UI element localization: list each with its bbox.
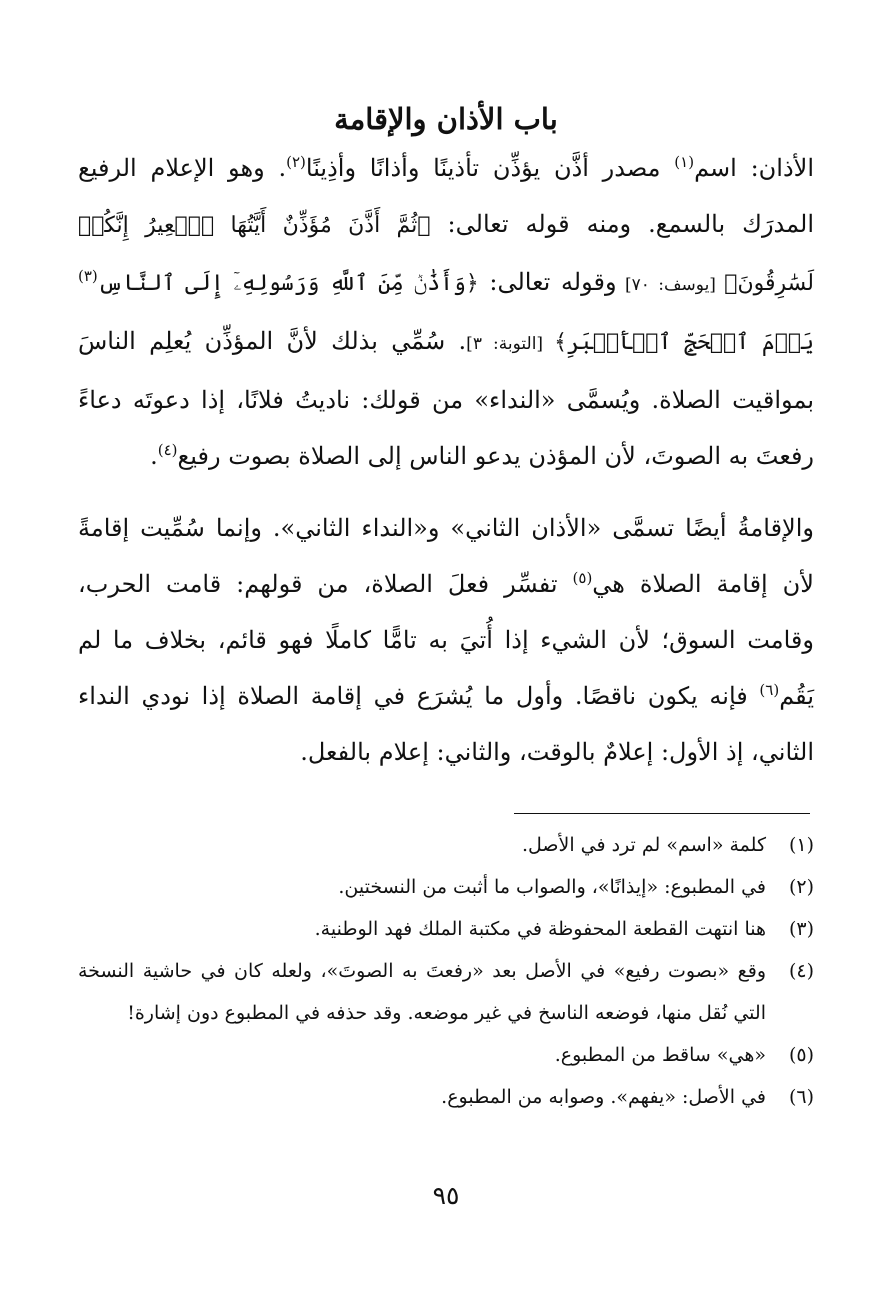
text-segment: فإنه يكون ناقصًا. وأول ما يُشرَع في إقامة الصلاة إذا نودي النداء الثاني، إذ الأول: إعلامٌ بالوقت، والثاني: إعلام بالفعل. xyxy=(78,682,814,766)
quran-verse-tawbah: ﴿وَأَذَٰنٞ مِّنَ ٱللَّهِ وَرَسُولِهِۦٓ إِلَى ٱلنَّاسِ xyxy=(97,271,479,296)
footnote-ref-1[interactable]: (١) xyxy=(674,153,695,171)
text-segment: . سُمِّي بذلك لأنَّ المؤذِّن يُعلِم الناسَ بمواقيت الصلاة. ويُسمَّى «النداء» من قولك: ناديتُ فلانًا، إذا دعوتَه دعاءً رفعتَ به الصوتَ، لأن المؤذن يدعو الناس إلى الصلاة بصوت رفيع xyxy=(78,327,814,470)
footnote-text: «هي» ساقط من المطبوع. xyxy=(554,1044,766,1066)
footnote-2 xyxy=(78,866,814,908)
text-segment: الأذان: اسم xyxy=(694,154,814,182)
text-segment: وقوله تعالى: xyxy=(478,268,617,296)
footnote-number: (٤) xyxy=(788,960,814,982)
footnote-number: (٣) xyxy=(788,918,814,940)
text-segment: والإقامةُ أيضًا تسمَّى «الأذان الثاني» و«النداء الثاني». وإنما سُمِّيت إقامةً لأن إقامة الصلاة هي xyxy=(78,514,814,598)
footnote-text: هنا انتهت القطعة المحفوظة في مكتبة الملك فهد الوطنية. xyxy=(314,918,766,940)
text-segment: تفسِّر فعلَ الصلاة، من قولهم: قامت الحرب، وقامت السوق؛ لأن الشيء إذا أُتيَ به تامًّا كاملًا فهو قائم، بخلاف ما لم يَقُم xyxy=(78,570,814,710)
footnote-text: في الأصل: «يفهم». وصوابه من المطبوع. xyxy=(441,1086,766,1108)
footnote-4 xyxy=(78,950,814,1034)
footnote-text: كلمة «اسم» لم ترد في الأصل. xyxy=(521,834,766,856)
footnote-ref-4[interactable]: (٤) xyxy=(157,441,178,459)
quran-verse-yusuf: ﴿ثُمَّ أَذَّنَ مُؤَذِّنٌ أَيَّتُهَا ٱلۡعِيرُ إِنَّكُمۡ لَسَٰرِقُونَ﴾ xyxy=(78,213,815,296)
text-segment: مصدر أذَّن يؤذِّن تأذينًا وأذانًا وأذِينًا xyxy=(305,154,675,182)
footnote-number: (١) xyxy=(788,834,814,856)
chapter-title: باب الأذان والإقامة xyxy=(334,102,558,137)
footnote-1 xyxy=(78,824,814,866)
verse-reference: [يوسف: ٧٠] xyxy=(616,275,725,295)
text-segment: . وهو الإعلام الرفيع المدرَك بالسمع. ومنه قوله تعالى: xyxy=(78,154,814,238)
footnote-ref-5[interactable]: (٥) xyxy=(572,569,593,587)
footnote-text: وقع «بصوت رفيع» في الأصل بعد «رفعتَ به الصوتَ»، ولعله كان في حاشية النسخة التي نُقل منها، فوضعه الناسخ في غير موضعه. وقد حذفه في المطبوع دون إشارة! xyxy=(78,960,766,1024)
footnote-separator xyxy=(514,813,810,814)
verse-reference: [التوبة: ٣] xyxy=(466,334,555,354)
footnote-number: (٢) xyxy=(788,876,814,898)
paragraph-iqama xyxy=(78,500,814,780)
footnote-5 xyxy=(78,1034,814,1076)
footnote-number: (٦) xyxy=(788,1086,814,1108)
footnote-ref-3[interactable]: (٣) xyxy=(78,267,98,285)
paragraph-adhan xyxy=(78,140,814,484)
footnote-6 xyxy=(78,1076,814,1118)
footnote-3 xyxy=(78,908,814,950)
footnotes-list xyxy=(78,824,814,1118)
footnote-number: (٥) xyxy=(788,1044,814,1066)
footnote-text: في المطبوع: «إيذانًا»، والصواب ما أثبت من النسختين. xyxy=(338,876,766,898)
page-number: ٩٥ xyxy=(432,1181,460,1210)
footnote-ref-2[interactable]: (٢) xyxy=(286,153,306,171)
text-segment: . xyxy=(150,442,158,470)
footnote-ref-6[interactable]: (٦) xyxy=(759,681,780,699)
quran-verse-tawbah-end: يَوۡمَ ٱلۡحَجِّ ٱلۡأَكۡبَرِ﴾ xyxy=(554,330,815,355)
